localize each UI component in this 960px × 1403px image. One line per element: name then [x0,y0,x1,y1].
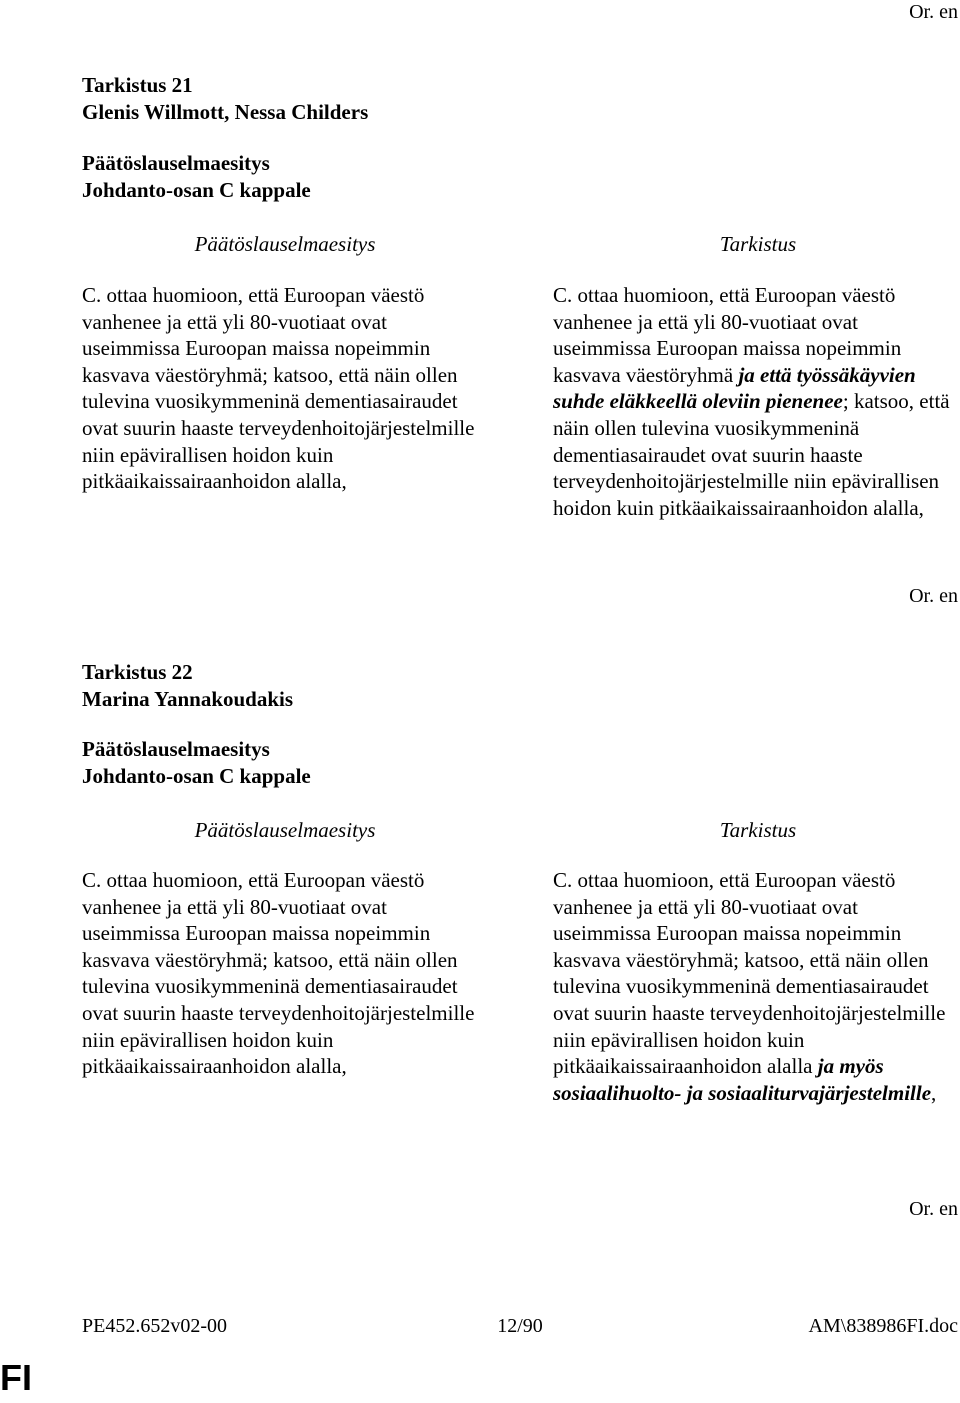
amendment-text-segment: ; katsoo, että näin ollen tulevina vuosikymmeninä dementiasairaudet ovat suurin haaste terveydenhoitojärjestelmille niin epävirallisen hoidon kuin pitkäaikaissairaanhoidon alalla, [553,389,950,520]
footer-document-id: AM\838986FI.doc [808,1315,958,1337]
amendment-authors: Glenis Willmott, Nessa Childers [82,100,369,124]
amendment-text-segment: , [931,1080,937,1105]
section-reference: Johdanto-osan C kappale [82,764,311,788]
left-column-heading: Päätöslauselmaesitys [194,818,376,842]
original-language-label: Or. en [909,585,958,607]
inserted-text: ja myös sosiaalihuolto- ja sosiaaliturvajärjestelmille [553,1054,932,1105]
amendment-title: Tarkistus 22 [82,660,193,684]
proposal-text: C. ottaa huomioon, että Euroopan väestö vanhenee ja että yli 80-vuotiaat ovat useimmissa Euroopan maissa nopeimmin kasvava väestöryhmä; katsoo, että näin ollen tulevina vuosikymmeninä dementiasairaudet ovat suurin haaste terveydenhoitojärjestelmille niin epävirallisen hoidon kuin pitkäaikaissairaanhoidon alalla, [82,868,475,1079]
amendment-authors: Marina Yannakoudakis [82,687,294,711]
footer-page-number: 12/90 [497,1315,543,1337]
section-reference: Johdanto-osan C kappale [82,178,311,202]
amendment-text-segment: C. ottaa huomioon, että Euroopan väestö vanhenee ja että yli 80-vuotiaat ovat useimmissa Euroopan maissa nopeimmin kasvava väestöryhmä; katsoo, että näin ollen tulevina vuosikymmeninä dementiasairaudet ovat suurin haaste terveydenhoitojärjestelmille niin epävirallisen hoidon kuin pitkäaikaissairaanhoidon alalla [553,868,946,1079]
amendment-text [553,282,958,521]
document-type: Päätöslauselmaesitys [82,151,270,175]
amendment-text-segment: C. ottaa huomioon, että Euroopan väestö vanhenee ja että yli 80-vuotiaat ovat useimmissa Euroopan maissa nopeimmin kasvava väestöryhmä [553,283,902,387]
document-type: Päätöslauselmaesitys [82,737,270,761]
footer-reference: PE452.652v02-00 [82,1315,227,1337]
original-language-label: Or. en [909,1198,958,1220]
amendment-text [553,867,953,1106]
inserted-text: ja että työssäkäyvien suhde eläkkeellä oleviin pienenee [553,362,916,414]
amendment-title: Tarkistus 21 [82,73,193,97]
language-code: FI [0,1357,32,1398]
right-column-heading: Tarkistus [719,232,797,256]
left-column-heading: Päätöslauselmaesitys [194,232,376,256]
right-column-heading: Tarkistus [719,818,797,842]
original-language-label: Or. en [909,1,958,23]
proposal-text: C. ottaa huomioon, että Euroopan väestö vanhenee ja että yli 80-vuotiaat ovat useimmissa Euroopan maissa nopeimmin kasvava väestöryhmä; katsoo, että näin ollen tulevina vuosikymmeninä dementiasairaudet ovat suurin haaste terveydenhoitojärjestelmille niin epävirallisen hoidon kuin pitkäaikaissairaanhoidon alalla, [82,283,475,494]
